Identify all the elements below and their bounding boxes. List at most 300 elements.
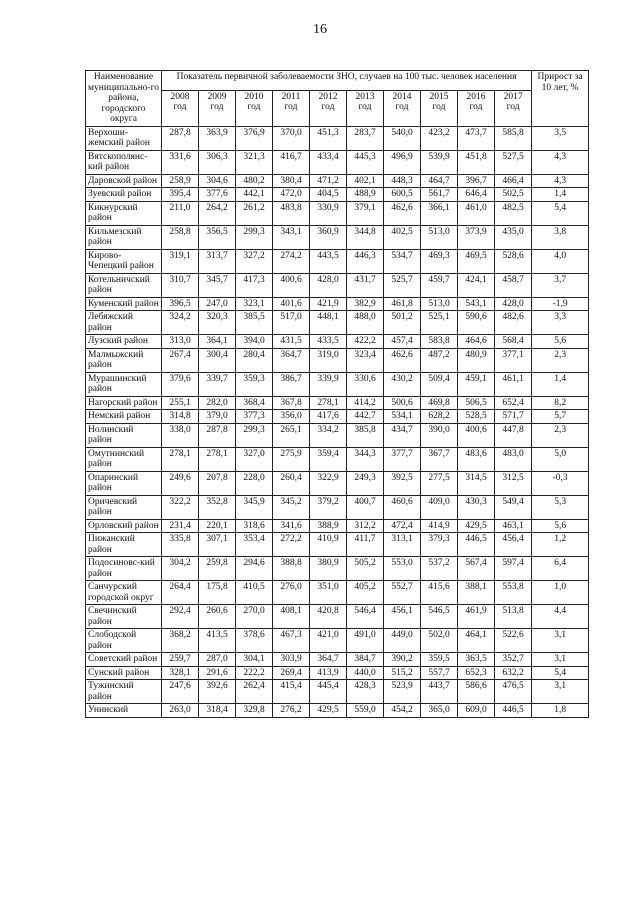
incidence-value: 380,9 xyxy=(310,557,347,581)
incidence-value: 500,6 xyxy=(384,396,421,410)
incidence-value: 528,6 xyxy=(495,249,532,273)
incidence-value: 287,8 xyxy=(199,423,236,447)
incidence-value: 278,1 xyxy=(310,396,347,410)
incidence-value: 543,1 xyxy=(458,297,495,311)
incidence-value: 416,7 xyxy=(273,150,310,174)
incidence-value: 571,7 xyxy=(495,410,532,424)
growth-value: 4,3 xyxy=(532,174,589,188)
incidence-value: 446,3 xyxy=(347,249,384,273)
incidence-value: 451,8 xyxy=(458,150,495,174)
incidence-value: 590,6 xyxy=(458,311,495,335)
incidence-value: 600,5 xyxy=(384,188,421,202)
incidence-value: 249,6 xyxy=(162,471,199,495)
incidence-value: 228,0 xyxy=(236,471,273,495)
incidence-value: 509,4 xyxy=(421,372,458,396)
incidence-value: 356,0 xyxy=(273,410,310,424)
header-year-unit: год xyxy=(432,102,446,113)
table-row xyxy=(86,653,589,667)
incidence-value: 339,9 xyxy=(310,372,347,396)
district-name: Пижанский район xyxy=(86,533,162,557)
district-name: Омутнинский район xyxy=(86,447,162,471)
incidence-value: 368,4 xyxy=(236,396,273,410)
incidence-value: 274,2 xyxy=(273,249,310,273)
incidence-value: 400,7 xyxy=(347,495,384,519)
incidence-value: 363,9 xyxy=(199,126,236,150)
incidence-value: 597,4 xyxy=(495,557,532,581)
incidence-value: 255,1 xyxy=(162,396,199,410)
incidence-value: 310,7 xyxy=(162,273,199,297)
incidence-value: 388,8 xyxy=(273,557,310,581)
table-row xyxy=(86,188,589,202)
district-name: Верхоши-жемский район xyxy=(86,126,162,150)
table-row xyxy=(86,372,589,396)
incidence-value: 352,7 xyxy=(495,653,532,667)
incidence-value: 231,4 xyxy=(162,519,199,533)
incidence-value: 464,7 xyxy=(421,174,458,188)
table-row xyxy=(86,396,589,410)
incidence-value: 429,5 xyxy=(310,704,347,718)
incidence-value: 359,4 xyxy=(310,447,347,471)
incidence-value: 534,7 xyxy=(384,249,421,273)
header-year-unit: год xyxy=(284,102,298,113)
growth-value: -0,3 xyxy=(532,471,589,495)
incidence-value: 328,1 xyxy=(162,666,199,680)
incidence-value: 331,6 xyxy=(162,150,199,174)
growth-value: 4,0 xyxy=(532,249,589,273)
incidence-value: 428,3 xyxy=(347,680,384,704)
incidence-value: 457,4 xyxy=(384,335,421,349)
table-row xyxy=(86,423,589,447)
incidence-value: 445,4 xyxy=(310,680,347,704)
incidence-value: 405,2 xyxy=(347,581,384,605)
district-name: Малмыжский район xyxy=(86,348,162,372)
header-year-unit: год xyxy=(469,102,483,113)
incidence-value: 471,2 xyxy=(310,174,347,188)
table-row xyxy=(86,447,589,471)
incidence-value: 415,4 xyxy=(273,680,310,704)
incidence-value: 421,9 xyxy=(310,297,347,311)
incidence-value: 488,0 xyxy=(347,311,384,335)
incidence-value: 469,8 xyxy=(421,396,458,410)
incidence-value: 276,0 xyxy=(273,581,310,605)
incidence-value: 447,8 xyxy=(495,423,532,447)
incidence-value: 408,1 xyxy=(273,605,310,629)
incidence-value: 367,8 xyxy=(273,396,310,410)
district-name: Оричевский район xyxy=(86,495,162,519)
incidence-value: 553,0 xyxy=(384,557,421,581)
header-year-number: 2014 xyxy=(392,91,412,102)
incidence-value: 220,1 xyxy=(199,519,236,533)
incidence-value: 276,2 xyxy=(273,704,310,718)
growth-value: 3,3 xyxy=(532,311,589,335)
incidence-value: 258,9 xyxy=(162,174,199,188)
table-row xyxy=(86,335,589,349)
incidence-value: 557,7 xyxy=(421,666,458,680)
header-year xyxy=(495,90,532,126)
table-row xyxy=(86,519,589,533)
incidence-value: 294,6 xyxy=(236,557,273,581)
incidence-value: 377,3 xyxy=(236,410,273,424)
incidence-value: 299,3 xyxy=(236,225,273,249)
table-body xyxy=(86,126,589,717)
incidence-value: 459,7 xyxy=(421,273,458,297)
incidence-value: 442,7 xyxy=(347,410,384,424)
incidence-value: 473,7 xyxy=(458,126,495,150)
incidence-value: 609,0 xyxy=(458,704,495,718)
growth-value: 1,0 xyxy=(532,581,589,605)
table-row xyxy=(86,225,589,249)
incidence-value: 428,0 xyxy=(495,297,532,311)
table-row xyxy=(86,704,589,718)
incidence-value: 461,1 xyxy=(495,372,532,396)
incidence-value: 363,5 xyxy=(458,653,495,667)
header-year-unit: год xyxy=(247,102,261,113)
incidence-value: 378,6 xyxy=(236,629,273,653)
incidence-value: 440,0 xyxy=(347,666,384,680)
incidence-value: 345,2 xyxy=(273,495,310,519)
table-row xyxy=(86,273,589,297)
table-row xyxy=(86,249,589,273)
incidence-value: 568,4 xyxy=(495,335,532,349)
incidence-value: 264,2 xyxy=(199,201,236,225)
header-year-number: 2012 xyxy=(318,91,338,102)
header-year-number: 2015 xyxy=(429,91,449,102)
incidence-value: 323,4 xyxy=(347,348,384,372)
incidence-value: 549,4 xyxy=(495,495,532,519)
incidence-value: 652,4 xyxy=(495,396,532,410)
incidence-value: 377,1 xyxy=(495,348,532,372)
incidence-value: 379,1 xyxy=(347,201,384,225)
incidence-value: 287,8 xyxy=(162,126,199,150)
incidence-value: 561,7 xyxy=(421,188,458,202)
incidence-value: 376,9 xyxy=(236,126,273,150)
district-name: Подосиновс-кий район xyxy=(86,557,162,581)
header-year xyxy=(273,90,310,126)
incidence-value: 534,1 xyxy=(384,410,421,424)
incidence-value: 335,8 xyxy=(162,533,199,557)
incidence-value: 352,8 xyxy=(199,495,236,519)
incidence-value: 469,5 xyxy=(458,249,495,273)
table-row xyxy=(86,533,589,557)
incidence-value: 456,4 xyxy=(495,533,532,557)
incidence-value: 300,4 xyxy=(199,348,236,372)
incidence-value: 430,2 xyxy=(384,372,421,396)
growth-value: 1,2 xyxy=(532,533,589,557)
header-year-number: 2008 xyxy=(170,91,190,102)
incidence-value: 283,7 xyxy=(347,126,384,150)
growth-value: 4,3 xyxy=(532,150,589,174)
incidence-value: 359,5 xyxy=(421,653,458,667)
incidence-value: 318,4 xyxy=(199,704,236,718)
incidence-value: 280,4 xyxy=(236,348,273,372)
table-row xyxy=(86,666,589,680)
incidence-value: 291,6 xyxy=(199,666,236,680)
district-name: Тужинский район xyxy=(86,680,162,704)
incidence-value: 525,1 xyxy=(421,311,458,335)
incidence-value: 329,8 xyxy=(236,704,273,718)
header-row-years xyxy=(86,90,589,126)
growth-value: 3,5 xyxy=(532,126,589,150)
incidence-value: 319,0 xyxy=(310,348,347,372)
district-name: Кикнурский район xyxy=(86,201,162,225)
header-name: Наименование муниципально-го района, городского округа xyxy=(86,71,162,127)
header-year xyxy=(310,90,347,126)
incidence-value: 392,5 xyxy=(384,471,421,495)
incidence-value: 462,6 xyxy=(384,201,421,225)
incidence-value: 267,4 xyxy=(162,348,199,372)
incidence-value: 313,0 xyxy=(162,335,199,349)
incidence-value: 382,9 xyxy=(347,297,384,311)
incidence-value: 433,5 xyxy=(310,335,347,349)
table-row xyxy=(86,150,589,174)
incidence-value: 464,1 xyxy=(458,629,495,653)
incidence-value: 448,1 xyxy=(310,311,347,335)
incidence-value: 460,6 xyxy=(384,495,421,519)
header-year-number: 2010 xyxy=(244,91,264,102)
table-row xyxy=(86,410,589,424)
header-year-unit: год xyxy=(173,102,187,113)
district-name: Советский район xyxy=(86,653,162,667)
incidence-value: 546,5 xyxy=(421,605,458,629)
district-name: Свечинский район xyxy=(86,605,162,629)
incidence-value: 385,8 xyxy=(347,423,384,447)
incidence-value: 327,0 xyxy=(236,447,273,471)
incidence-value: 502,0 xyxy=(421,629,458,653)
incidence-value: 443,7 xyxy=(421,680,458,704)
incidence-value: 413,9 xyxy=(310,666,347,680)
incidence-value: 259,8 xyxy=(199,557,236,581)
growth-value: 1,8 xyxy=(532,704,589,718)
incidence-value: 513,0 xyxy=(421,225,458,249)
header-year-number: 2009 xyxy=(207,91,227,102)
incidence-value: 451,3 xyxy=(310,126,347,150)
incidence-value: 307,1 xyxy=(199,533,236,557)
incidence-value: 366,1 xyxy=(421,201,458,225)
growth-value: 2,3 xyxy=(532,348,589,372)
header-year xyxy=(458,90,495,126)
table-row xyxy=(86,348,589,372)
district-name: Немский район xyxy=(86,410,162,424)
incidence-value: 314,8 xyxy=(162,410,199,424)
incidence-value: 461,0 xyxy=(458,201,495,225)
incidence-value: 417,6 xyxy=(310,410,347,424)
incidence-value: 632,2 xyxy=(495,666,532,680)
incidence-value: 278,1 xyxy=(162,447,199,471)
incidence-value: 386,7 xyxy=(273,372,310,396)
incidence-value: 446,5 xyxy=(458,533,495,557)
incidence-value: 415,6 xyxy=(421,581,458,605)
incidence-value: 324,2 xyxy=(162,311,199,335)
incidence-value: 459,1 xyxy=(458,372,495,396)
incidence-value: 344,3 xyxy=(347,447,384,471)
growth-value: 5,6 xyxy=(532,519,589,533)
incidence-value: 552,7 xyxy=(384,581,421,605)
page-number: 16 xyxy=(313,22,327,37)
growth-value: 5,4 xyxy=(532,201,589,225)
incidence-value: 483,8 xyxy=(273,201,310,225)
incidence-value: 370,0 xyxy=(273,126,310,150)
incidence-value: 435,0 xyxy=(495,225,532,249)
incidence-value: 517,0 xyxy=(273,311,310,335)
incidence-value: 260,6 xyxy=(199,605,236,629)
incidence-value: 652,3 xyxy=(458,666,495,680)
incidence-value: 367,7 xyxy=(421,447,458,471)
incidence-value: 360,9 xyxy=(310,225,347,249)
district-name: Кильмезский район xyxy=(86,225,162,249)
header-year xyxy=(199,90,236,126)
incidence-value: 434,7 xyxy=(384,423,421,447)
incidence-value: 258,8 xyxy=(162,225,199,249)
incidence-value: 275,9 xyxy=(273,447,310,471)
incidence-value: 353,4 xyxy=(236,533,273,557)
incidence-value: 428,0 xyxy=(310,273,347,297)
incidence-value: 463,1 xyxy=(495,519,532,533)
incidence-value: 306,3 xyxy=(199,150,236,174)
incidence-value: 303,9 xyxy=(273,653,310,667)
incidence-value: 277,5 xyxy=(421,471,458,495)
incidence-value: 402,1 xyxy=(347,174,384,188)
incidence-value: 388,1 xyxy=(458,581,495,605)
incidence-value: 322,9 xyxy=(310,471,347,495)
incidence-value: 409,0 xyxy=(421,495,458,519)
incidence-value: 356,5 xyxy=(199,225,236,249)
header-year xyxy=(347,90,384,126)
growth-value: 5,7 xyxy=(532,410,589,424)
incidence-value: 388,9 xyxy=(310,519,347,533)
incidence-value: 292,4 xyxy=(162,605,199,629)
incidence-value: 320,3 xyxy=(199,311,236,335)
incidence-value: 380,4 xyxy=(273,174,310,188)
incidence-value: 364,7 xyxy=(273,348,310,372)
growth-value: 3,1 xyxy=(532,680,589,704)
incidence-value: 278,1 xyxy=(199,447,236,471)
header-year-unit: год xyxy=(321,102,335,113)
district-name: Нагорский район xyxy=(86,396,162,410)
incidence-value: 448,3 xyxy=(384,174,421,188)
incidence-value: 454,2 xyxy=(384,704,421,718)
incidence-value: 400,6 xyxy=(458,423,495,447)
incidence-value: 464,6 xyxy=(458,335,495,349)
incidence-value: 211,0 xyxy=(162,201,199,225)
incidence-value: 269,4 xyxy=(273,666,310,680)
table-row xyxy=(86,471,589,495)
incidence-value: 487,2 xyxy=(421,348,458,372)
incidence-value: 523,9 xyxy=(384,680,421,704)
incidence-value: 314,5 xyxy=(458,471,495,495)
incidence-value: 364,7 xyxy=(310,653,347,667)
incidence-value: 322,2 xyxy=(162,495,199,519)
district-name: Кирово-Чепецкий район xyxy=(86,249,162,273)
incidence-value: 272,2 xyxy=(273,533,310,557)
incidence-value: 422,2 xyxy=(347,335,384,349)
incidence-value: 402,5 xyxy=(384,225,421,249)
incidence-value: 395,4 xyxy=(162,188,199,202)
incidence-value: 585,8 xyxy=(495,126,532,150)
incidence-value: 396,5 xyxy=(162,297,199,311)
incidence-value: 396,7 xyxy=(458,174,495,188)
incidence-value: 417,3 xyxy=(236,273,273,297)
header-growth: Прирост за 10 лет, % xyxy=(532,71,589,127)
incidence-value: 513,8 xyxy=(495,605,532,629)
incidence-value: 488,9 xyxy=(347,188,384,202)
incidence-value: 377,6 xyxy=(199,188,236,202)
growth-value: 1,4 xyxy=(532,188,589,202)
incidence-value: 313,1 xyxy=(384,533,421,557)
table-row xyxy=(86,557,589,581)
incidence-value: 421,0 xyxy=(310,629,347,653)
incidence-value: 175,8 xyxy=(199,581,236,605)
incidence-value: 390,0 xyxy=(421,423,458,447)
header-year-unit: год xyxy=(506,102,520,113)
district-name: Зуевский район xyxy=(86,188,162,202)
incidence-value: 491,0 xyxy=(347,629,384,653)
district-name: Сунский район xyxy=(86,666,162,680)
incidence-value: 430,3 xyxy=(458,495,495,519)
growth-value: 5,0 xyxy=(532,447,589,471)
incidence-value: 456,1 xyxy=(384,605,421,629)
incidence-value: 390,2 xyxy=(384,653,421,667)
growth-value: 5,3 xyxy=(532,495,589,519)
incidence-value: 379,2 xyxy=(310,495,347,519)
table-row xyxy=(86,495,589,519)
district-name: Опаринский район xyxy=(86,471,162,495)
district-name: Лебяжский район xyxy=(86,311,162,335)
incidence-value: 522,6 xyxy=(495,629,532,653)
incidence-value: 304,6 xyxy=(199,174,236,188)
incidence-value: 420,8 xyxy=(310,605,347,629)
incidence-value: 364,1 xyxy=(199,335,236,349)
incidence-value: 373,9 xyxy=(458,225,495,249)
district-name: Лузский район xyxy=(86,335,162,349)
incidence-value: 359,3 xyxy=(236,372,273,396)
district-name: Орловский район xyxy=(86,519,162,533)
incidence-value: 365,0 xyxy=(421,704,458,718)
growth-value: 5,6 xyxy=(532,335,589,349)
district-name: Мурашинский район xyxy=(86,372,162,396)
incidence-value: 528,5 xyxy=(458,410,495,424)
header-year xyxy=(384,90,421,126)
incidence-value: 265,1 xyxy=(273,423,310,447)
incidence-value: 313,7 xyxy=(199,249,236,273)
table-row xyxy=(86,126,589,150)
incidence-value: 411,7 xyxy=(347,533,384,557)
growth-value: 4,4 xyxy=(532,605,589,629)
incidence-value: 482,5 xyxy=(495,201,532,225)
table-row xyxy=(86,311,589,335)
district-name: Нолинский район xyxy=(86,423,162,447)
growth-value: 1,4 xyxy=(532,372,589,396)
incidence-value: 429,5 xyxy=(458,519,495,533)
incidence-value: 513,0 xyxy=(421,297,458,311)
growth-value: 3,1 xyxy=(532,629,589,653)
incidence-value: 341,6 xyxy=(273,519,310,533)
header-row-top xyxy=(86,71,589,91)
incidence-value: 537,2 xyxy=(421,557,458,581)
incidence-value: 345,9 xyxy=(236,495,273,519)
district-name: Санчурский городской округ xyxy=(86,581,162,605)
incidence-value: 259,7 xyxy=(162,653,199,667)
growth-value: 6,4 xyxy=(532,557,589,581)
incidence-value: 553,8 xyxy=(495,581,532,605)
district-name: Даровской район xyxy=(86,174,162,188)
incidence-value: 207,8 xyxy=(199,471,236,495)
incidence-value: 586,6 xyxy=(458,680,495,704)
district-name: Котельничский район xyxy=(86,273,162,297)
incidence-value: 476,5 xyxy=(495,680,532,704)
incidence-value: 501,2 xyxy=(384,311,421,335)
growth-value: 5,4 xyxy=(532,666,589,680)
incidence-value: 472,4 xyxy=(384,519,421,533)
